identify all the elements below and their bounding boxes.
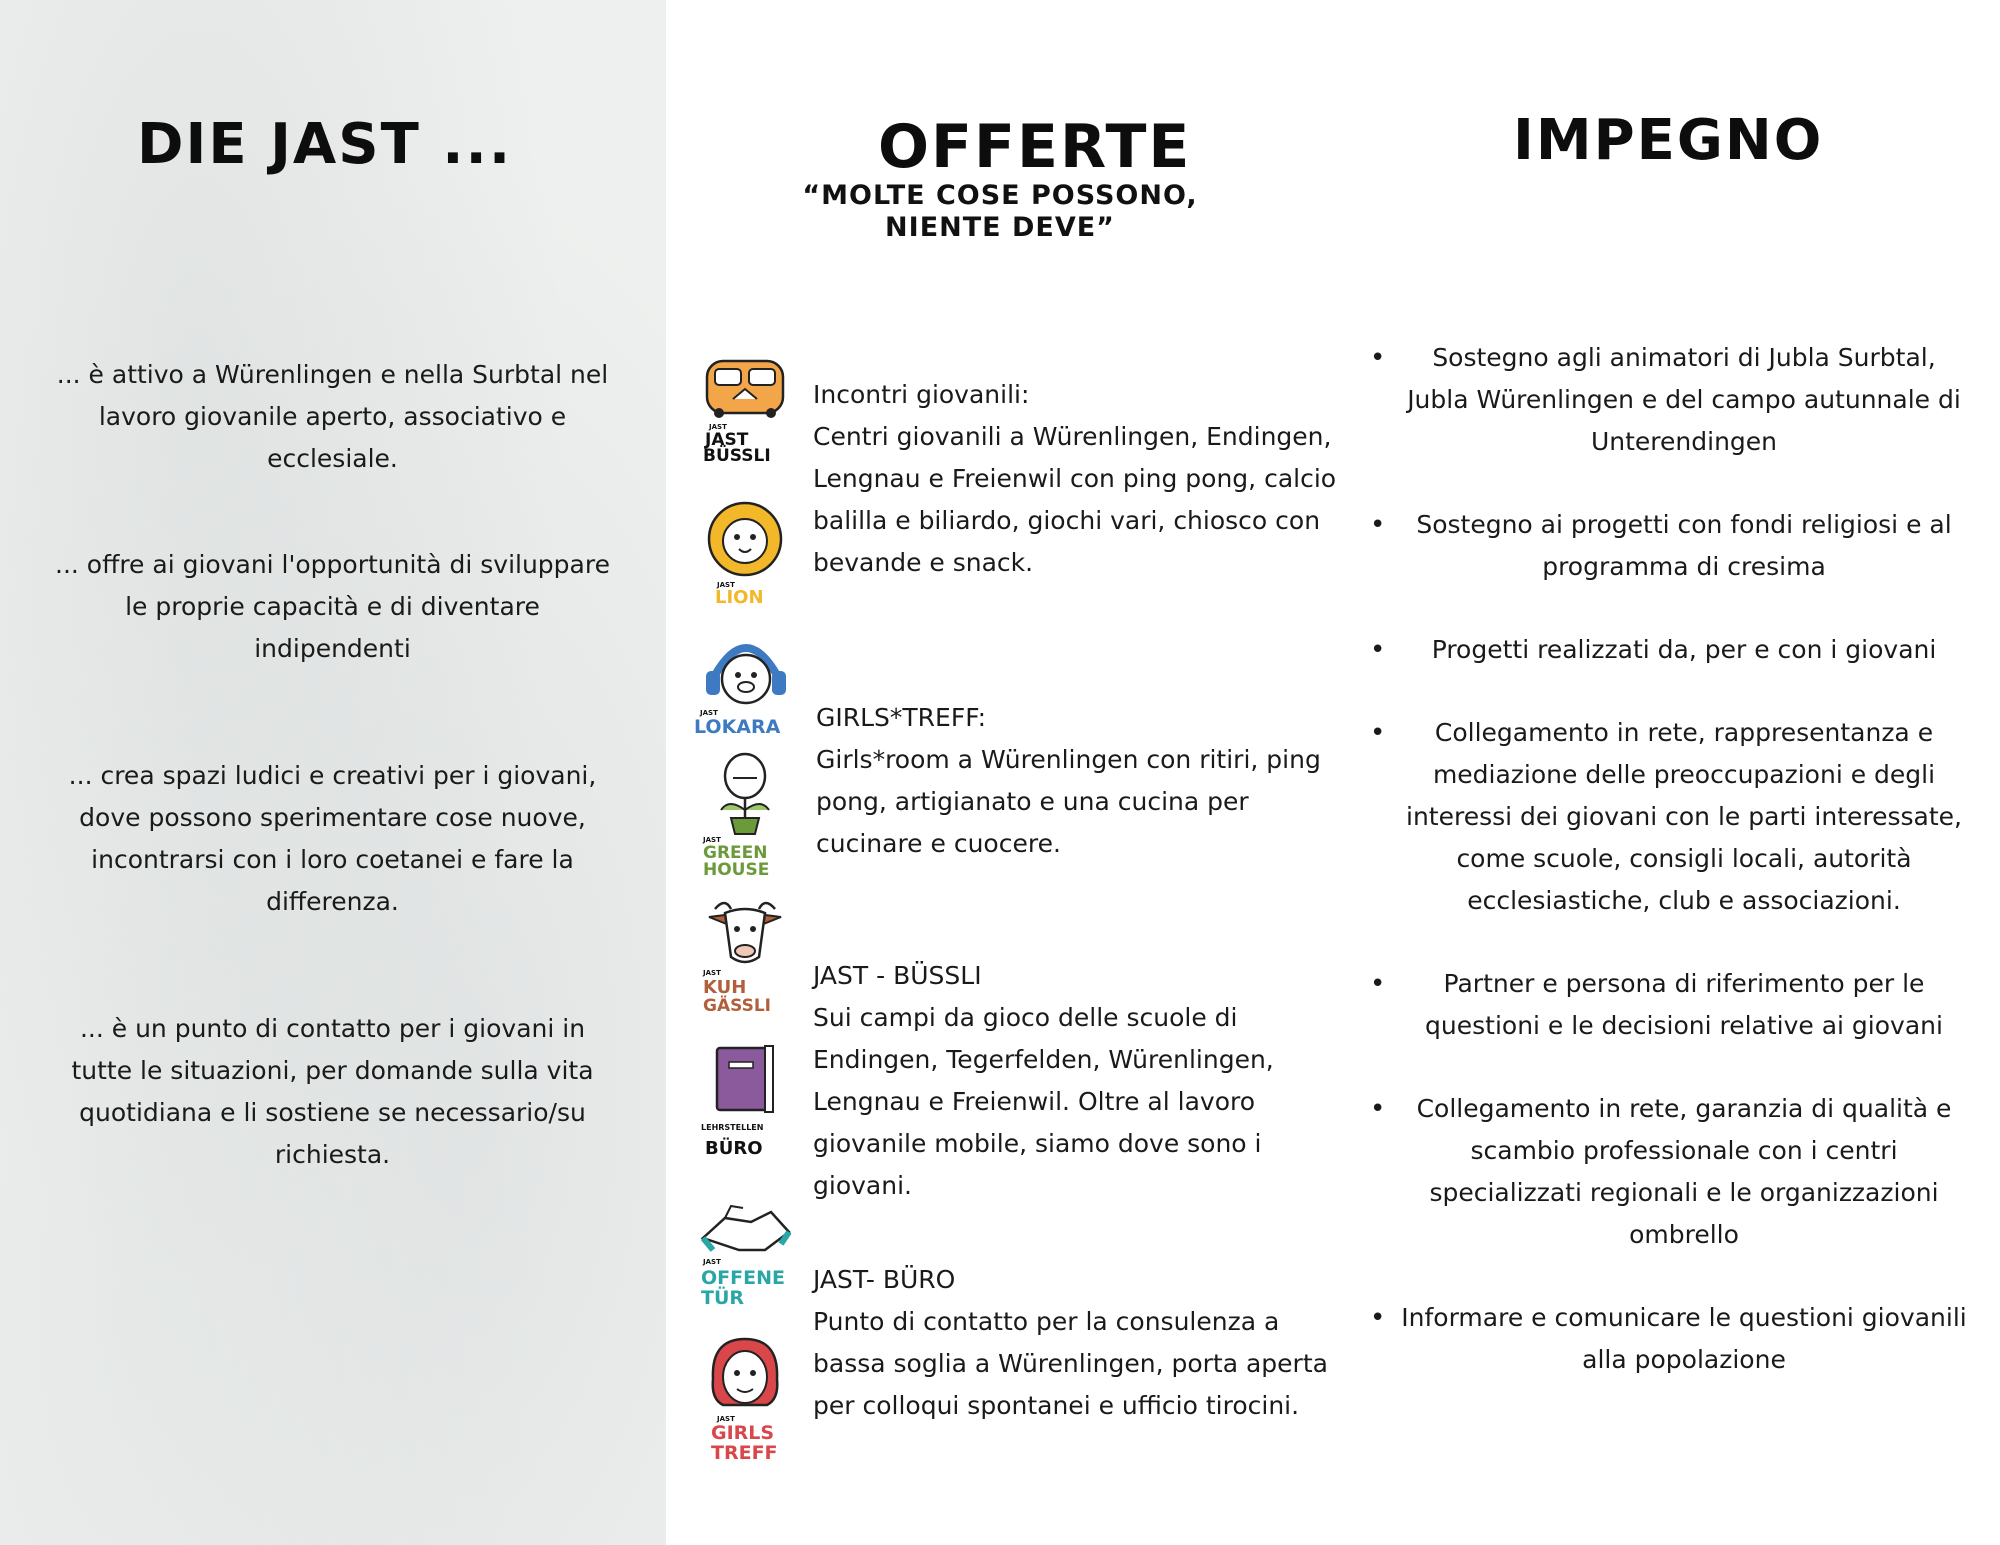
intro-paragraph: ... offre ai giovani l'opportunità di sviluppare le proprie capacità e di diventare indipendenti [55,550,610,663]
list-item: • Progetti realizzati da, per e con i giovani [1370,629,1970,671]
svg-text:GÄSSLI: GÄSSLI [703,996,771,1016]
impegno-list [1370,337,1970,1422]
svg-text:HOUSE: HOUSE [703,860,770,878]
bullet-icon: • [1370,718,1386,748]
svg-text:JAST: JAST [703,1258,721,1266]
svg-text:TREFF: TREFF [711,1442,778,1463]
lehrstellenburo-logo [695,1042,795,1167]
bussli-logo [695,355,795,465]
svg-text:BÜRO: BÜRO [705,1138,763,1159]
svg-text:JAST: JAST [717,581,735,589]
offer-body: Sui campi da gioco delle scuole di Endingen, Tegerfelden, Würenlingen, Lengnau e Freienwil. Oltre al lavoro giovanile mobile, siamo dove sono i giovani. [813,1003,1274,1200]
svg-text:GIRLS: GIRLS [711,1422,775,1444]
list-item: • Collegamento in rete, garanzia di qualità e scambio professionale con i centri specializzati regionali e le organizzazioni ombrello [1370,1088,1970,1256]
lion-logo [695,497,795,607]
offerte-heading: OFFERTE [878,112,1192,182]
girl-face-icon [695,1333,795,1463]
van-icon [695,355,795,465]
list-item: • Informare e comunicare le questioni giovanili alla popolazione [1370,1297,1970,1381]
lion-icon [695,497,795,607]
offer-body: Centri giovanili a Würenlingen, Endingen, Lengnau e Freienwil con ping pong, calcio balilla e biliardo, giochi vari, chiosco con bevande e snack. [813,422,1337,577]
offer-jast-bussli [813,955,1333,1207]
intro-paragraph: ... crea spazi ludici e creativi per i giovani, dove possono sperimentare cose nuove, incontrarsi con i loro coetanei e fare la differenza. [68,761,597,916]
bullet-icon: • [1370,1094,1386,1124]
svg-text:JAST: JAST [700,709,718,717]
offer-body: Punto di contatto per la consulenza a bassa soglia a Würenlingen, porta aperta per colloqui spontanei e ufficio tirocini. [813,1307,1328,1420]
svg-text:JAST: JAST [703,836,721,844]
plant-icon [695,748,795,878]
offer-jast-buro [813,1259,1333,1427]
list-item: • Partner e persona di riferimento per le questioni e le decisioni relative ai giovani [1370,963,1970,1047]
svg-text:JAST: JAST [703,969,721,977]
svg-text:JAST: JAST [717,1415,735,1423]
svg-text:KUH: KUH [703,977,747,998]
handshake-icon [695,1192,795,1312]
intro-paragraph: ... è un punto di contatto per i giovani in tutte le situazioni, per domande sulla vita quotidiana e li sostiene se necessario/su richiesta. [71,1014,594,1169]
lokara-logo [690,627,802,737]
kuhgassli-logo [695,895,795,1020]
cow-icon [695,895,795,1020]
list-item: • Collegamento in rete, rappresentanza e mediazione delle preoccupazioni e degli interessi dei giovani con le parti interessate, come scuole, consigli locali, autorità ecclesiastiche, club e associazioni. [1370,712,1970,922]
bullet-icon: • [1370,969,1386,999]
offer-heading: JAST - BÜSSLI [813,961,982,990]
subtitle-line-1: “MOLTE COSE POSSONO, [802,180,1198,211]
die-jast-heading: DIE JAST ... [137,112,513,177]
intro-paragraph: ... è attivo a Würenlingen e nella Surbtal nel lavoro giovanile aperto, associativo e ecclesiale. [56,360,609,473]
svg-text:LEHRSTELLEN: LEHRSTELLEN [701,1123,764,1132]
girlstreff-logo [695,1333,795,1463]
svg-text:TÜR: TÜR [701,1287,745,1309]
bullet-icon: • [1370,510,1386,540]
bullet-icon: • [1370,635,1386,665]
svg-text:BÜSSLI: BÜSSLI [703,446,771,465]
svg-text:LOKARA: LOKARA [694,716,781,737]
svg-text:LION: LION [715,587,764,607]
list-item: • Sostegno ai progetti con fondi religiosi e al programma di cresima [1370,504,1970,588]
svg-text:GREEN: GREEN [703,843,768,863]
bullet-icon: • [1370,1303,1386,1333]
impegno-heading: IMPEGNO [1513,108,1824,173]
offer-heading: Incontri giovanili: [813,380,1030,409]
svg-text:JAST: JAST [709,423,727,431]
greenhouse-logo [695,748,795,878]
offerte-subtitle [770,180,1230,244]
subtitle-line-2: NIENTE DEVE” [885,212,1115,243]
list-item: • Sostegno agli animatori di Jubla Surbtal, Jubla Würenlingen e del campo autunnale di Unterendingen [1370,337,1970,463]
offer-body: Girls*room a Würenlingen con ritiri, ping pong, artigianato e una cucina per cucinare e cuocere. [816,745,1321,858]
bullet-icon: • [1370,343,1386,373]
offer-youth-meetings [813,374,1353,584]
svg-text:JAST: JAST [705,430,749,450]
offer-girls-treff [816,697,1336,865]
notebook-icon [695,1042,795,1167]
headphones-monkey-icon [690,627,802,737]
offer-heading: GIRLS*TREFF: [816,703,987,732]
svg-text:OFFENE: OFFENE [701,1267,785,1289]
offenetur-logo [695,1192,795,1312]
offer-heading: JAST- BÜRO [813,1265,956,1294]
